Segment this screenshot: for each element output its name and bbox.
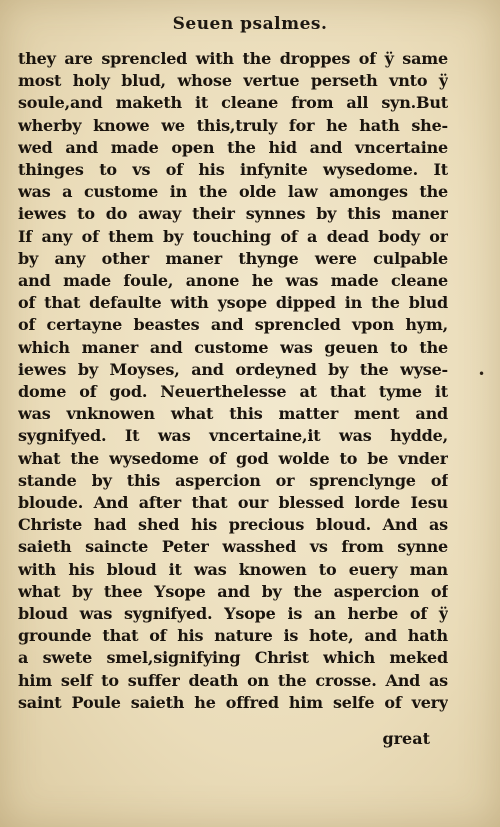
text-line: sygnifyed. It was vncertaine,it was hydde, [18,426,448,446]
text-line: was a custome in the olde law amonges the [18,182,448,202]
text-line: bloud was sygnifyed. Ysope is an herbe of ÿ [18,604,448,624]
text-line: saint Poule saieth he offred him selfe of very [18,692,448,712]
text-line: of certayne beastes and sprencled vpon hym, [18,315,448,335]
text-line: a swete smel,signifying Christ which meked [18,648,448,668]
text-line: saieth saincte Peter wasshed vs from synne [18,537,448,557]
margin-mark: • [478,367,486,381]
text-line: what the wysedome of god wolde to be vnder [18,448,448,468]
text-line: and made foule, anone he was made cleane [18,271,448,291]
text-line: Christe had shed his precious bloud. And as [18,515,448,535]
text-line: iewes to do away their synnes by this maner [18,204,448,224]
text-line: iewes by Moyses, and ordeyned by the wyse- [18,359,448,379]
text-line: stande by this aspercion or sprenclynge of [18,470,448,490]
running-head: Seuen psalmes. [172,14,328,34]
text-line: soule,and maketh it cleane from all syn.But [18,93,448,113]
text-line: they are sprencled with the droppes of ÿ same [18,49,448,68]
text-line: If any of them by touching of a dead body or [18,226,448,246]
catchword: great [382,729,430,748]
text-line: dome of god. Neuerthelesse at that tyme it [18,382,448,402]
body-text [18,48,448,714]
text-line: grounde that of his nature is hote, and hath [18,626,448,646]
text-line: with his bloud it was knowen to euery man [18,559,448,579]
text-line: was vnknowen what this matter ment and [18,404,448,424]
text-line: him self to suffer death on the crosse. And as [18,670,448,690]
text-line: most holy blud, whose vertue perseth vnto ÿ [18,71,448,91]
text-line: wherby knowe we this,truly for he hath she- [18,115,448,135]
text-line: thinges to vs of his infynite wysedome. It [18,160,448,180]
text-line: what by thee Ysope and by the aspercion of [18,581,448,601]
text-line: of that defaulte with ysope dipped in the blud [18,293,448,313]
text-line: wed and made open the hid and vncertaine [18,137,448,157]
text-line: by any other maner thynge were culpable [18,248,448,268]
text-line: bloude. And after that our blessed lorde Iesu [18,493,448,513]
text-line: which maner and custome was geuen to the [18,337,448,357]
